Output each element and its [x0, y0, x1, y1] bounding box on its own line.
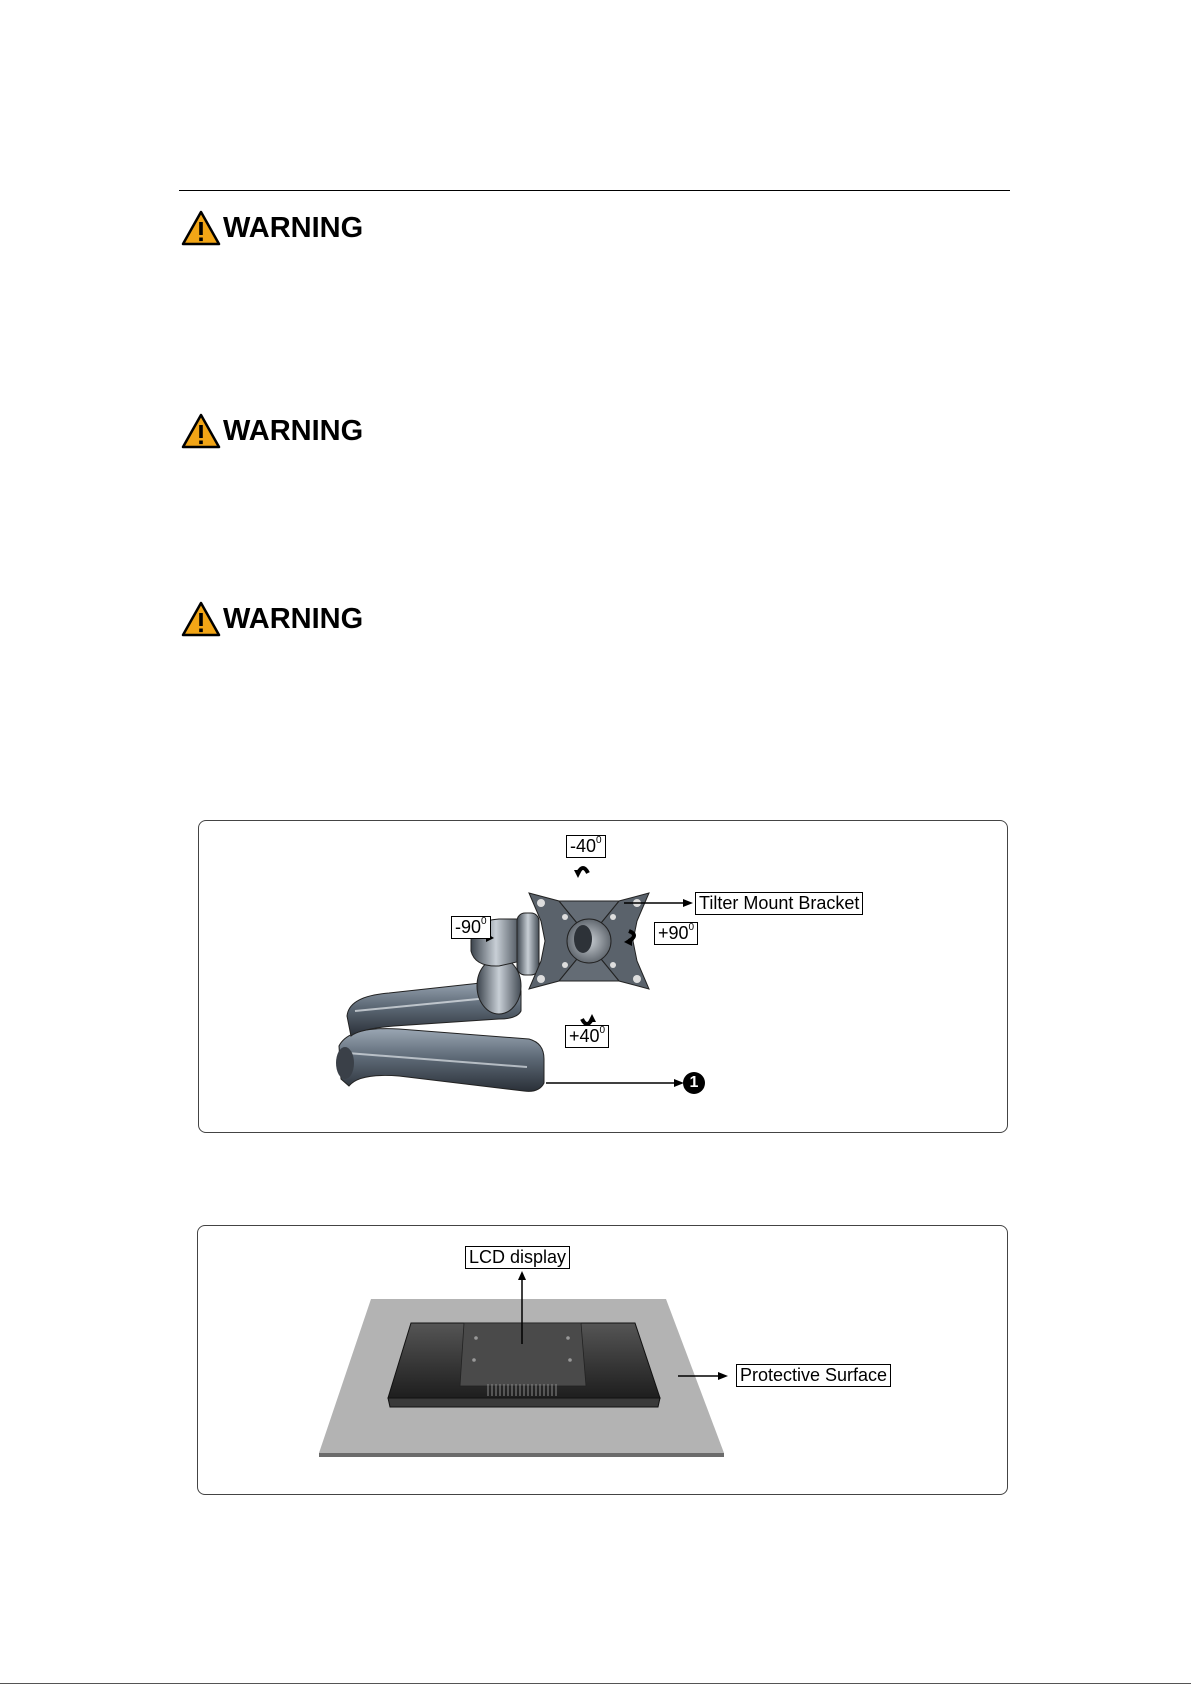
- lcd-on-surface-illustration: [198, 1226, 1007, 1494]
- part-number-label: 1: [689, 1074, 699, 1091]
- figure-arm-rotation: [198, 820, 1008, 1133]
- warning-heading-2: [181, 413, 363, 449]
- page-bottom-rule: [0, 1683, 1191, 1684]
- tilt-down-callout: $+40^0$: [565, 1025, 609, 1048]
- warning-heading-1: [181, 210, 363, 246]
- tilt-up-callout: $-40^0$: [566, 835, 606, 858]
- protective-surface-label: Protective Surface: [736, 1364, 891, 1387]
- swivel-right-callout: $+90^0$: [654, 922, 698, 945]
- header-rule: [179, 190, 1010, 191]
- warning-triangle-icon: [181, 413, 221, 449]
- warning-triangle-icon: [181, 210, 221, 246]
- warning-heading-3: [181, 601, 363, 637]
- lcd-display-label: LCD display: [465, 1246, 570, 1269]
- warning-label: WARNING: [223, 602, 364, 635]
- monitor-arm-illustration: [199, 821, 1007, 1132]
- warning-label: WARNING: [223, 211, 364, 244]
- swivel-left-callout: $-90^0$: [451, 916, 491, 939]
- warning-label: WARNING: [223, 414, 364, 447]
- warning-triangle-icon: [181, 601, 221, 637]
- tilter-bracket-label: Tilter Mount Bracket: [695, 892, 863, 915]
- figure-lcd-on-surface: [197, 1225, 1008, 1495]
